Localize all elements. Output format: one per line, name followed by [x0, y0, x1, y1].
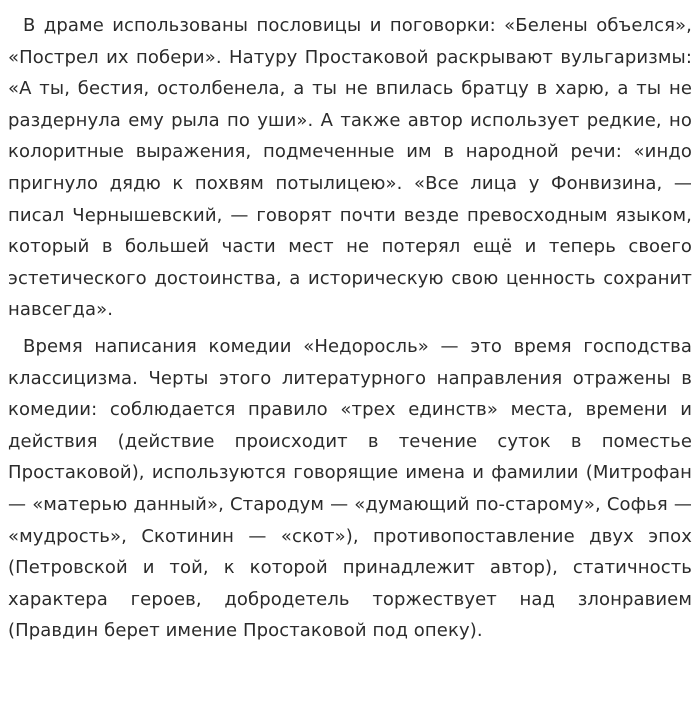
paragraph-language: В драме использованы пословицы и поговорки: «Белены объелся», «Пострел их побери». Натуру Простаковой раскрывают вульгаризмы: «А ты, бестия, остолбенела, а ты не впилась братцу в харю, а ты не раздернула ему рыла по уши». А также автор использует редкие, но колоритные выражения, подмеченные им в народной речи: «индо пригнуло дядю к похвям потылицею». «Все лица у Фонвизина, — писал Чернышевский, — говорят почти везде превосходным языком, который в большей части мест не потерял ещё и теперь своего эстетического достоинства, а историческую свою ценность сохранит навсегда».	[8, 15, 692, 321]
paragraph-classicism: Время написания комедии «Недоросль» — это время господства классицизма. Черты этого литературного направления отражены в комедии: соблюдается правило «трех единств» места, времени и действия (действие происходит в течение суток в поместье Простаковой), используются говорящие имена и фамилии (Митрофан — «матерью данный», Стародум — «думающий по-старому», Софья — «мудрость», Скотинин — «скот»), противопоставление двух эпох (Петровской и той, к которой принадлежит автор), статичность характера героев, добродетель торжествует над злонравием (Правдин берет имение Простаковой под опеку).	[8, 335, 692, 642]
